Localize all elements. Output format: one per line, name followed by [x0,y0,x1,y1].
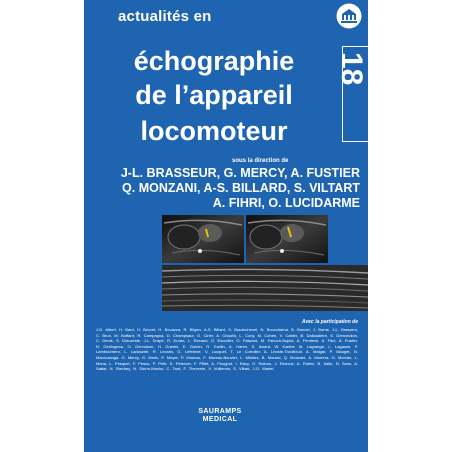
authors-line-2: Q. MONZANI, A-S. BILLARD, S. VILTART [122,181,360,195]
authors-block [100,166,360,211]
volume-number: 18 [335,52,368,86]
title-line-3: locomoteur [140,116,288,146]
ultrasound-panel-right [246,215,328,263]
direction-label: sous la direction de [232,158,289,164]
series-title: actualités en [118,8,212,25]
authors-line-3: A. FIHRI, O. LUCIDARME [212,196,360,210]
ultrasound-images [162,215,368,311]
publisher-line-2: MEDICAL [202,416,238,423]
authors-line-1: J-L. BRASSEUR, G. MERCY, A. FUSTIER [120,166,360,180]
ultrasound-panel-left [162,215,244,263]
book-cover [84,0,368,452]
participation-label: Avec la participation de [301,319,358,325]
ultrasound-panel-bottom [162,265,368,311]
title-line-1: échographie [133,46,295,76]
title-line-2: de l’appareil [135,80,293,110]
publisher-line-1: SAURAMPS [198,408,242,415]
publisher-logo [196,408,244,424]
contributors-list: J-D. Albert, H. Bard, H. Brunet, H. Bouazza, R. Bilgen, A-S. Billard, S. Bouzkchenel, N. Boucchama, B. Boncet, J. Borne, J-L. Brasseur, C. Brun, M. Buffard, R. Campagna, D. Champsaur, G. Cirier, A. Chaulin, L. Cony, M. Cohen, V. Cattier, B. Dallaudière, S. Demondion, C. Denis, S. Dieuzeide, J-L. Drapé, R. Duran, L. Eireand, G. Escudier, O. Faisand, M. Fabuch-Bujold, A. Fendeck, A. Fihri, A. Fustier, N. Gerlingeau, O. Gervolson, H. Guerini, E. Guirier, R. Guillin, A. Haren, S. Isnard, W. Kaclier, M. Lagrange, L. Lagasse, P. Lambournero, L. Ladouziet, R. Lecaris, G. Lefebvre, V. Lucquet, T. Le Corroller, A. Lhoste-Trouilloud, A. Malgar, P. Mauget, N. Marouzanga, G. Mercy, G. Meric, P. Meyer, P. Moreau, F. Moreau-Bouvier, L. Mirides, B. Morard, Q. Monzani, A. Morrera, G. Morvan, L. Mena, L. Pesquet, F. Pesso, P. Petit, D. Petrover, F. Pillet, A. Pougnot, I. Racy, G. Rainon, J. Renoux, A. Rubini, B. Salle, N. Sans, A. Sattar, N. Stechey, N. Sturm-Macho, C. Tard, F. Thevenin, V. Vuillemin, S. Viltart, J-O. Wartel [96,327,358,372]
logo-icon [336,2,362,30]
